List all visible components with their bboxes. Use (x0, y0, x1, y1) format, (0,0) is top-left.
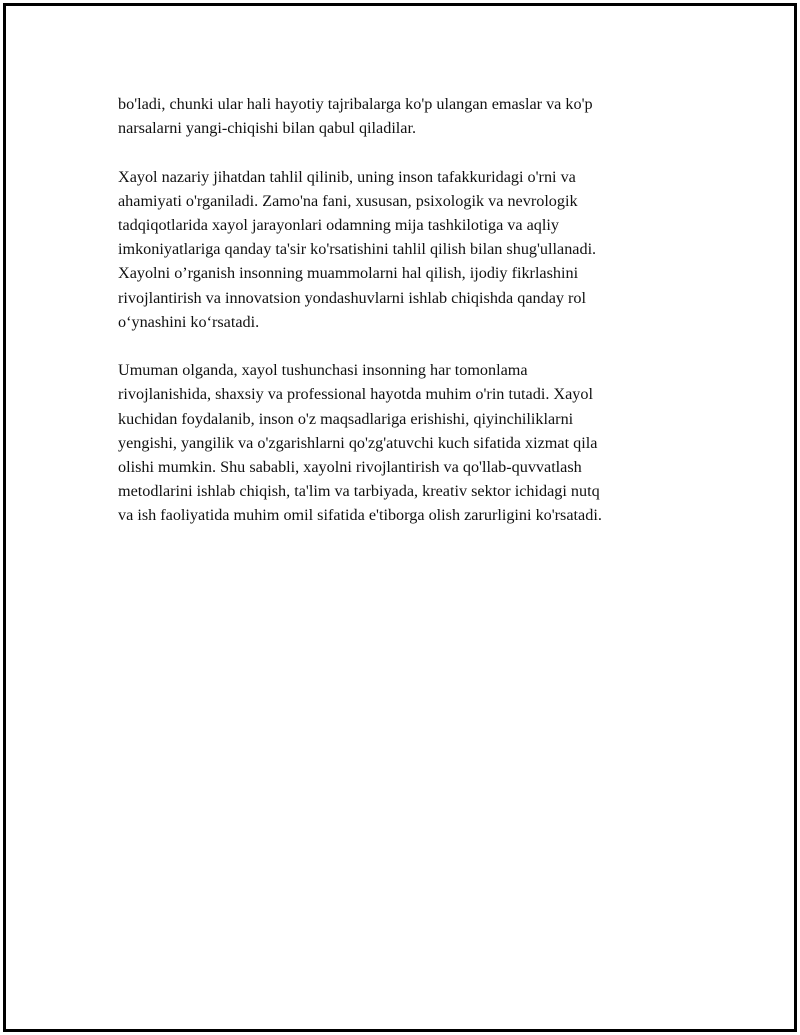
document-body (118, 92, 688, 552)
paragraph-1 (118, 92, 688, 140)
paragraph-3 (118, 358, 688, 527)
text-line: olishi mumkin. Shu sababli, xayolni rivojlantirish va qo'llab-quvvatlash (118, 458, 582, 477)
paragraph-2 (118, 165, 688, 334)
text-line: Xayolni o’rganish insonning muammolarni hal qilish, ijodiy fikrlashini (118, 264, 579, 283)
text-line: bo'ladi, chunki ular hali hayotiy tajribalarga ko'p ulangan emaslar va ko'p (118, 95, 593, 113)
text-line: narsalarni yangi-chiqishi bilan qabul qiladilar. (118, 119, 417, 138)
text-line: metodlarini ishlab chiqish, ta'lim va tarbiyada, kreativ sektor ichidagi nutq (118, 482, 600, 501)
text-line: yengishi, yangilik va o'zgarishlarni qo'zg'atuvchi kuch sifatida xizmat qila (118, 433, 598, 452)
text-line: kuchidan foydalanib, inson o'z maqsadlariga erishishi, qiyinchiliklarni (118, 409, 574, 428)
text-line: tadqiqotlarida xayol jarayonlari odamning mija tashkilotiga va aqliy (118, 216, 559, 234)
text-line: Umuman olganda, xayol tushunchasi insonning har tomonlama (118, 361, 528, 380)
text-line: rivojlanishida, shaxsiy va professional hayotda muhim o'rin tutadi. Xayol (118, 385, 593, 404)
text-line: ahamiyati o'rganiladi. Zamo'na fani, xususan, psixologik va nevrologik (118, 191, 578, 210)
text-line: va ish faoliyatida muhim omil sifatida e'tiborga olish zarurligini ko'rsatadi. (118, 506, 602, 525)
text-line: Xayol nazariy jihatdan tahlil qilinib, uning inson tafakkuridagi o'rni va (118, 167, 576, 186)
text-line: o‘ynashini ko‘rsatadi. (118, 312, 260, 331)
text-line: rivojlantirish va innovatsion yondashuvlarni ishlab chiqishda qanday rol (118, 288, 587, 307)
text-line: imkoniyatlariga qanday ta'sir ko'rsatishini tahlil qilish bilan shug'ullanadi. (118, 240, 597, 259)
